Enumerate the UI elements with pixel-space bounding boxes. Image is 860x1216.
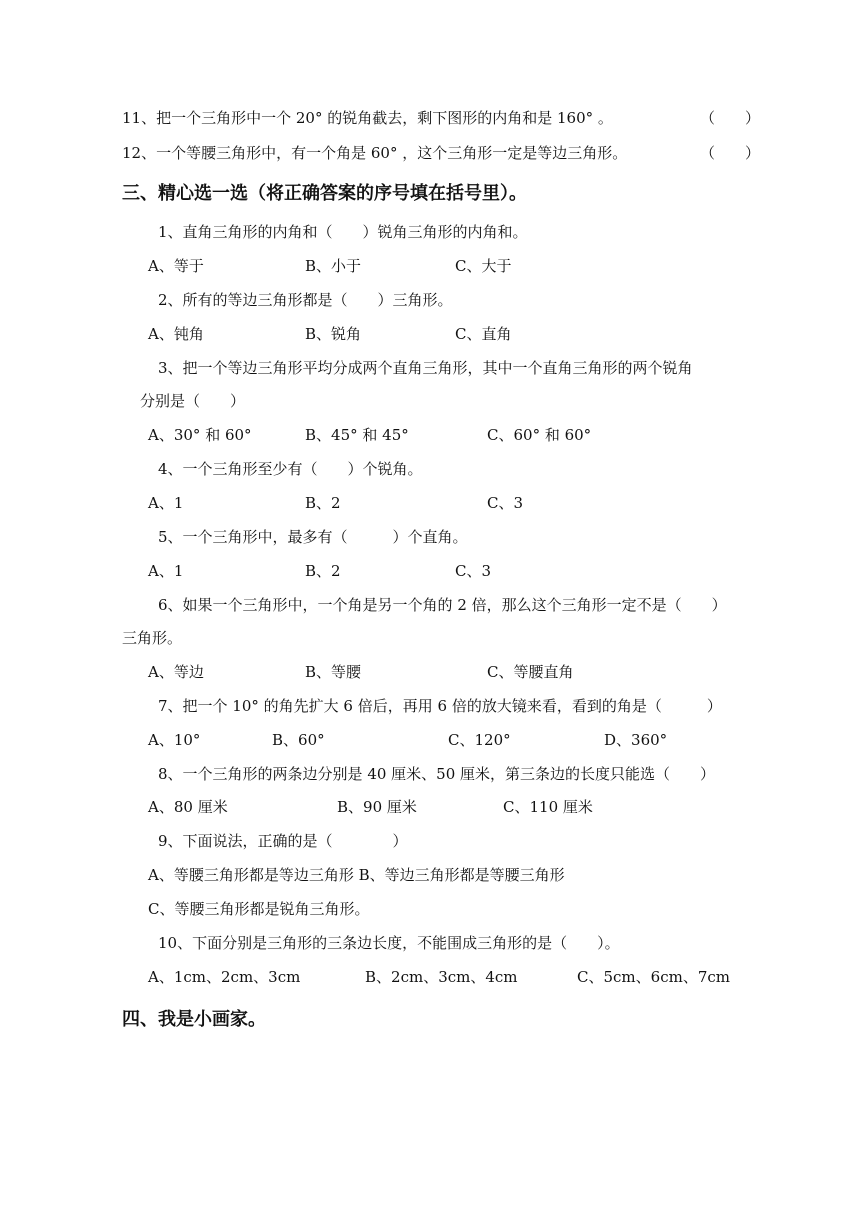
- mc-q4-option-a[interactable]: A、1: [148, 494, 184, 512]
- mc-q9-options-ab[interactable]: A、等腰三角形都是等边三角形 B、等边三角形都是等腰三角形: [148, 866, 565, 884]
- mc-q6-option-c[interactable]: C、等腰直角: [487, 663, 574, 681]
- mc-question-10: 10、下面分别是三角形的三条边长度，不能围成三角形的是（ ）。: [158, 934, 620, 952]
- mc-question-6-cont: 三角形。: [122, 629, 183, 647]
- mc-q2-option-c[interactable]: C、直角: [455, 325, 512, 343]
- question-12: 12、一个等腰三角形中，有一个角是 60° ，这个三角形一定是等边三角形。: [122, 144, 628, 162]
- mc-q5-option-b[interactable]: B、2: [305, 562, 341, 580]
- mc-q9-option-c[interactable]: C、等腰三角形都是锐角三角形。: [148, 900, 370, 918]
- section-3-heading: 三、精心选一选（将正确答案的序号填在括号里）。: [122, 183, 527, 204]
- mc-q2-option-b[interactable]: B、锐角: [305, 325, 362, 343]
- mc-question-5: 5、一个三角形中，最多有（ ）个直角。: [158, 528, 468, 546]
- answer-blank-11[interactable]: （ ）: [700, 109, 761, 127]
- mc-q8-option-c[interactable]: C、110 厘米: [503, 798, 593, 816]
- mc-q3-option-b[interactable]: B、45° 和 45°: [305, 426, 409, 444]
- mc-question-3-cont: 分别是（ ）: [140, 392, 246, 410]
- mc-q7-option-d[interactable]: D、360°: [604, 731, 668, 749]
- mc-q1-option-b[interactable]: B、小于: [305, 257, 362, 275]
- mc-q2-option-a[interactable]: A、钝角: [148, 325, 204, 343]
- mc-question-1: 1、直角三角形的内角和（ ）锐角三角形的内角和。: [158, 223, 528, 241]
- mc-q7-option-a[interactable]: A、10°: [148, 731, 201, 749]
- mc-q10-option-b[interactable]: B、2cm、3cm、4cm: [365, 968, 518, 986]
- mc-q4-option-c[interactable]: C、3: [487, 494, 524, 512]
- question-11: 11、把一个三角形中一个 20° 的锐角截去，剩下图形的内角和是 160° 。: [122, 109, 613, 127]
- answer-blank-12[interactable]: （ ）: [700, 144, 761, 162]
- mc-question-3: 3、把一个等边三角形平均分成两个直角三角形，其中一个直角三角形的两个锐角: [158, 359, 693, 377]
- mc-question-8: 8、一个三角形的两条边分别是 40 厘米、50 厘米，第三条边的长度只能选（ ）: [158, 765, 716, 783]
- mc-q6-option-b[interactable]: B、等腰: [305, 663, 362, 681]
- mc-q1-option-a[interactable]: A、等于: [148, 257, 204, 275]
- mc-q10-option-a[interactable]: A、1cm、2cm、3cm: [148, 968, 301, 986]
- mc-q7-option-b[interactable]: B、60°: [272, 731, 325, 749]
- mc-q3-option-c[interactable]: C、60° 和 60°: [487, 426, 592, 444]
- mc-q8-option-b[interactable]: B、90 厘米: [337, 798, 417, 816]
- mc-q5-option-c[interactable]: C、3: [455, 562, 492, 580]
- mc-q3-option-a[interactable]: A、30° 和 60°: [148, 426, 252, 444]
- mc-q4-option-b[interactable]: B、2: [305, 494, 341, 512]
- mc-q1-option-c[interactable]: C、大于: [455, 257, 512, 275]
- mc-question-7: 7、把一个 10° 的角先扩大 6 倍后，再用 6 倍的放大镜来看，看到的角是（ ）: [158, 697, 722, 715]
- mc-q5-option-a[interactable]: A、1: [148, 562, 184, 580]
- mc-question-2: 2、所有的等边三角形都是（ ）三角形。: [158, 291, 453, 309]
- mc-question-9: 9、下面说法，正确的是（ ）: [158, 832, 408, 850]
- mc-q6-option-a[interactable]: A、等边: [148, 663, 204, 681]
- mc-q8-option-a[interactable]: A、80 厘米: [148, 798, 228, 816]
- section-4-heading: 四、我是小画家。: [122, 1009, 266, 1030]
- mc-question-4: 4、一个三角形至少有（ ）个锐角。: [158, 460, 423, 478]
- mc-q7-option-c[interactable]: C、120°: [448, 731, 511, 749]
- mc-question-6: 6、如果一个三角形中，一个角是另一个角的 2 倍，那么这个三角形一定不是（ ）: [158, 596, 727, 614]
- mc-q10-option-c[interactable]: C、5cm、6cm、7cm: [577, 968, 730, 986]
